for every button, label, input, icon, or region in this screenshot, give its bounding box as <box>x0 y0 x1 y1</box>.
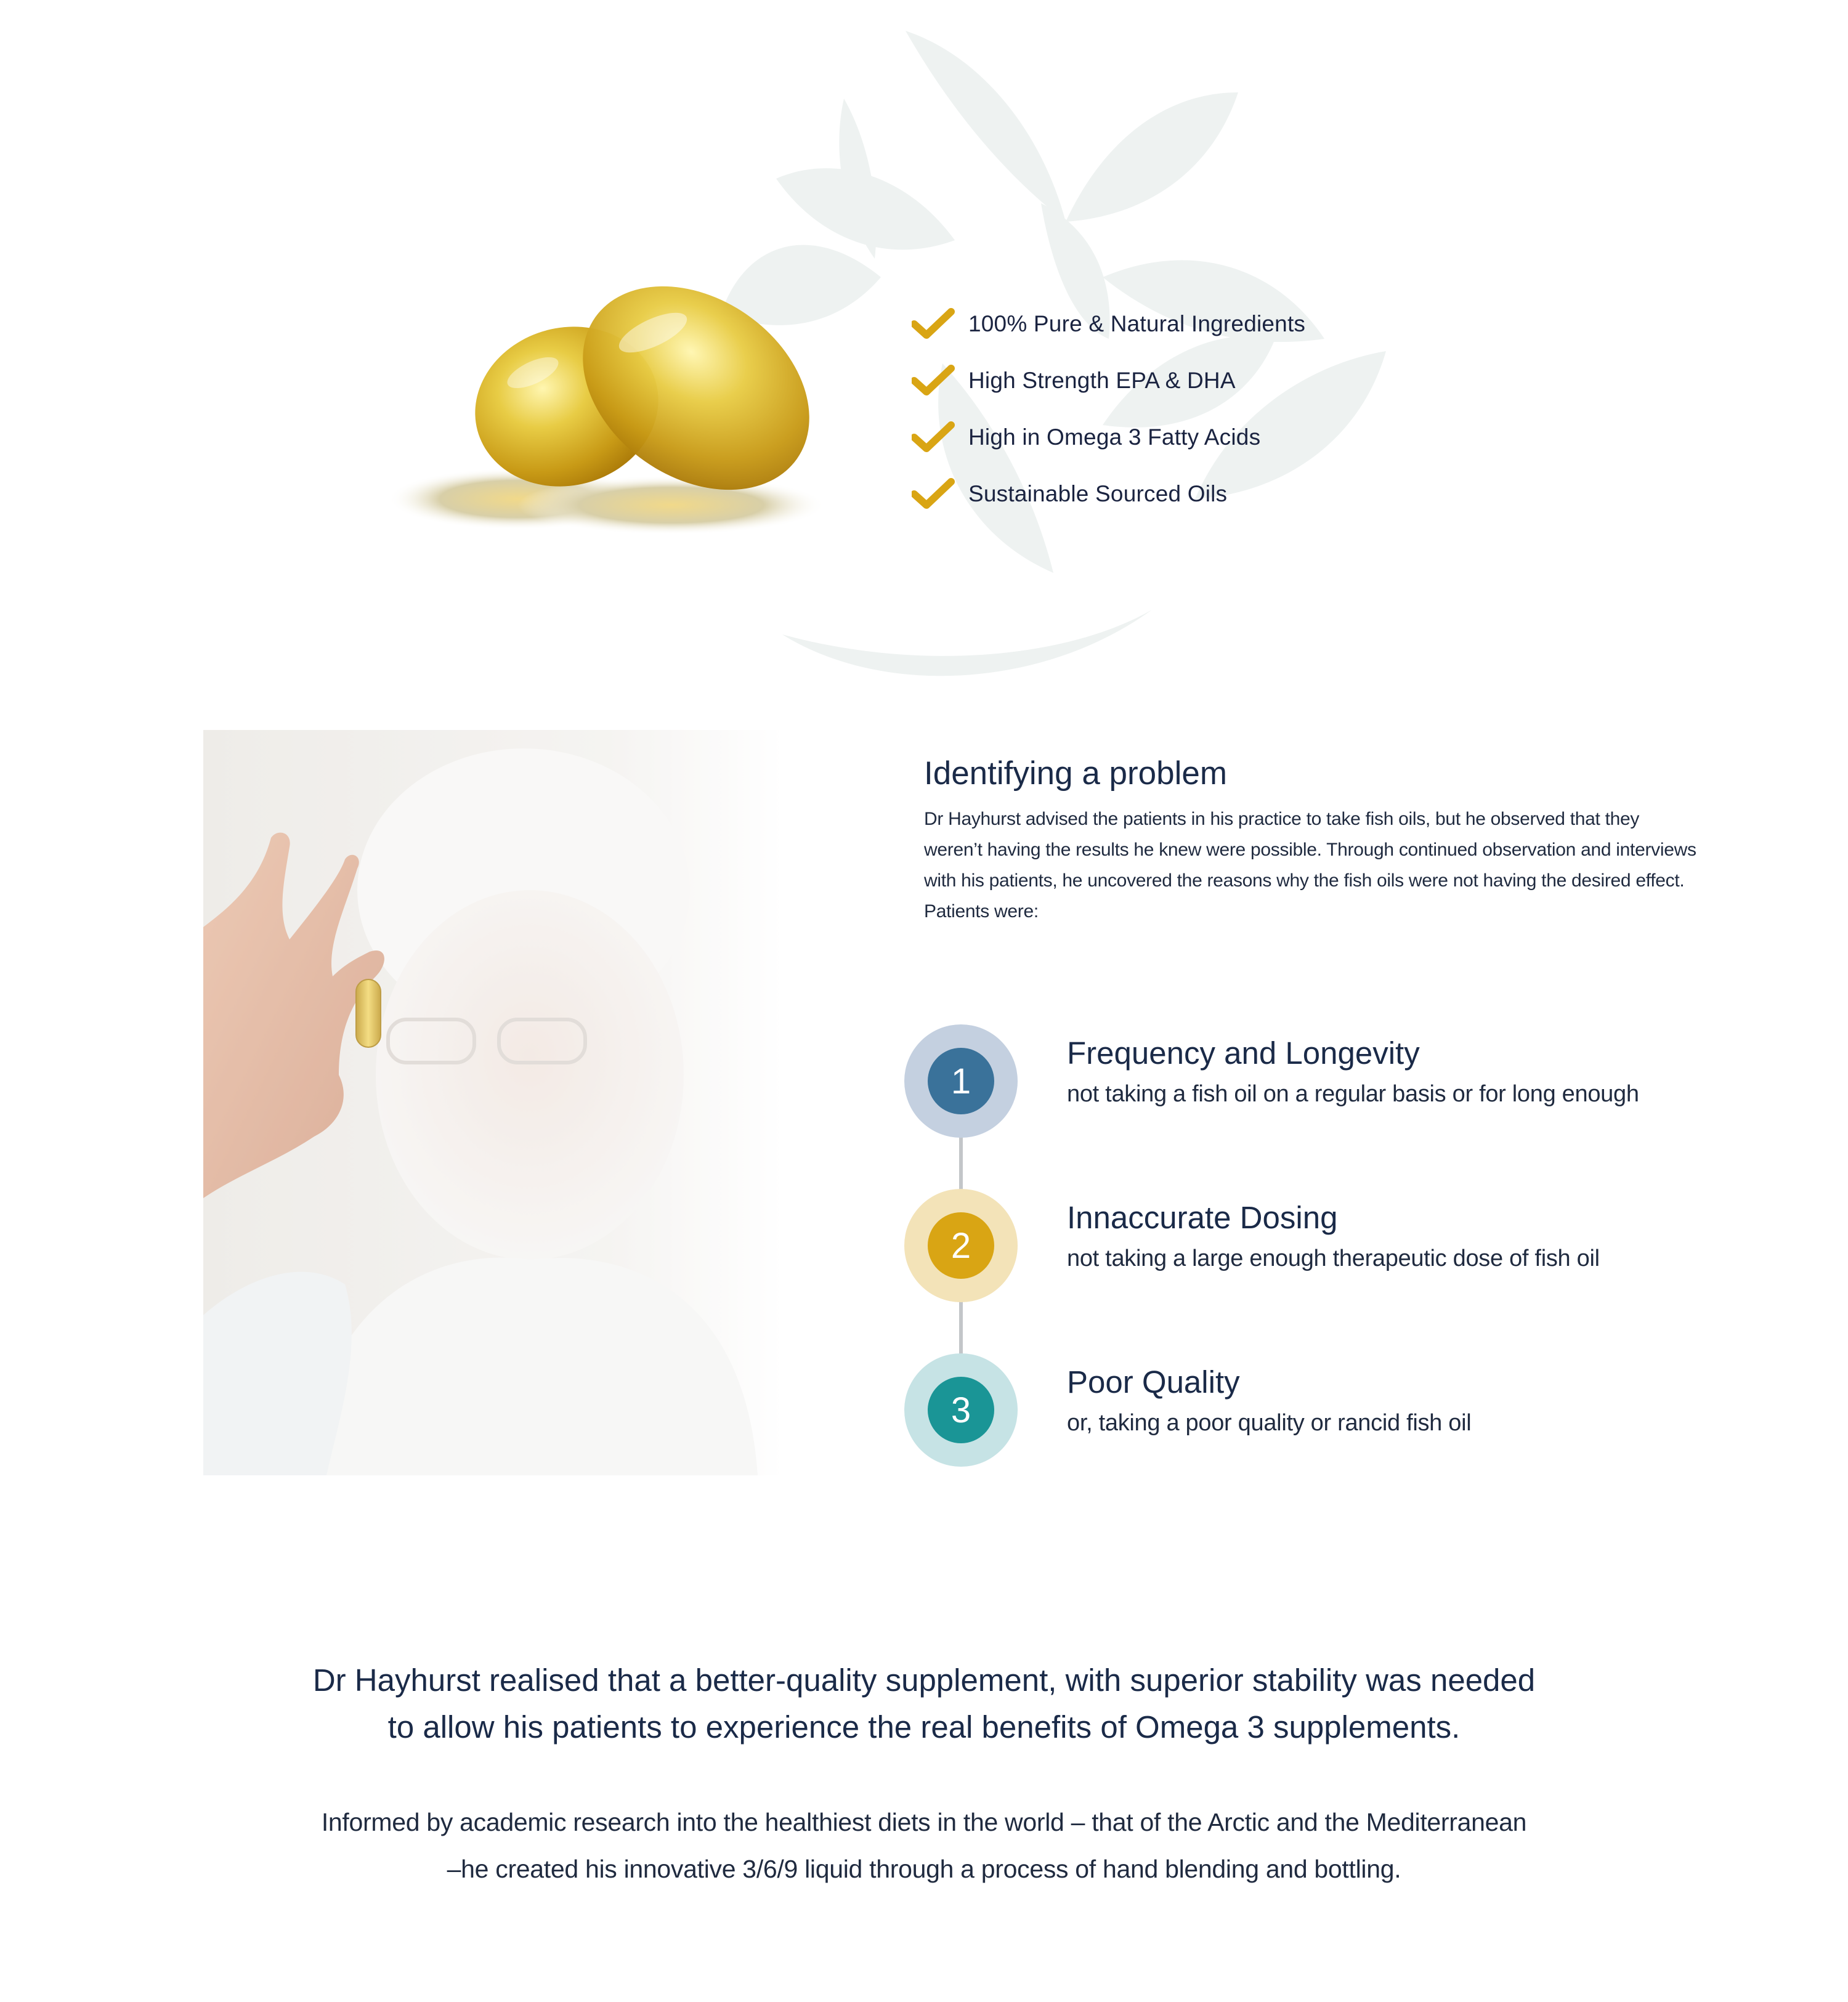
benefit-item <box>912 296 1466 352</box>
step-2-title: Innaccurate Dosing <box>1067 1200 1338 1235</box>
benefit-label: 100% Pure & Natural Ingredients <box>968 311 1306 336</box>
benefit-label: High in Omega 3 Fatty Acids <box>968 424 1261 450</box>
step-number: 2 <box>928 1212 994 1279</box>
problem-intro-text: Dr Hayhurst advised the patients in his practice to take fish oils, but he observed that they weren’t having the results he knew were possible. Through continued observation and interviews with his patients, he uncovered the reasons why the fish oils were not having the desired effect. Patients were: <box>924 809 1696 922</box>
fish-oil-capsules-image <box>382 259 924 536</box>
patient-holding-capsule-photo <box>203 730 782 1475</box>
step-number: 1 <box>928 1048 994 1114</box>
step-2-description: not taking a large enough therapeutic dose of fish oil <box>1067 1246 1600 1271</box>
benefit-item <box>912 352 1466 409</box>
closing-line: –he created his innovative 3/6/9 liquid through a process of hand blending and bottling. <box>447 1855 1401 1883</box>
solution-statement <box>185 1657 1663 1751</box>
checkmark-icon <box>912 476 955 513</box>
closing-paragraph <box>185 1799 1663 1892</box>
closing-line: Informed by academic research into the healthiest diets in the world – that of the Arctic and the Mediterranean <box>321 1808 1527 1836</box>
benefit-label: Sustainable Sourced Oils <box>968 481 1228 506</box>
checkmark-icon <box>912 419 955 456</box>
step-3-badge <box>904 1353 1018 1467</box>
benefit-item <box>912 409 1466 466</box>
step-3-title: Poor Quality <box>1067 1364 1240 1400</box>
statement-line: Dr Hayhurst realised that a better-quality supplement, with superior stability was needed <box>312 1663 1536 1698</box>
problem-heading: Identifying a problem <box>924 755 1228 792</box>
step-number: 3 <box>928 1377 994 1443</box>
benefit-label: High Strength EPA & DHA <box>968 368 1236 393</box>
step-3-description: or, taking a poor quality or rancid fish oil <box>1067 1410 1472 1436</box>
step-1-description: not taking a fish oil on a regular basis or for long enough <box>1067 1081 1639 1107</box>
checkmark-icon <box>912 306 955 342</box>
checkmark-icon <box>912 362 955 399</box>
benefits-list <box>912 296 1466 522</box>
step-1-badge <box>904 1024 1018 1138</box>
step-1-title: Frequency and Longevity <box>1067 1035 1420 1071</box>
step-2-badge <box>904 1189 1018 1302</box>
benefit-item <box>912 466 1466 522</box>
statement-line: to allow his patients to experience the real benefits of Omega 3 supplements. <box>387 1709 1461 1745</box>
